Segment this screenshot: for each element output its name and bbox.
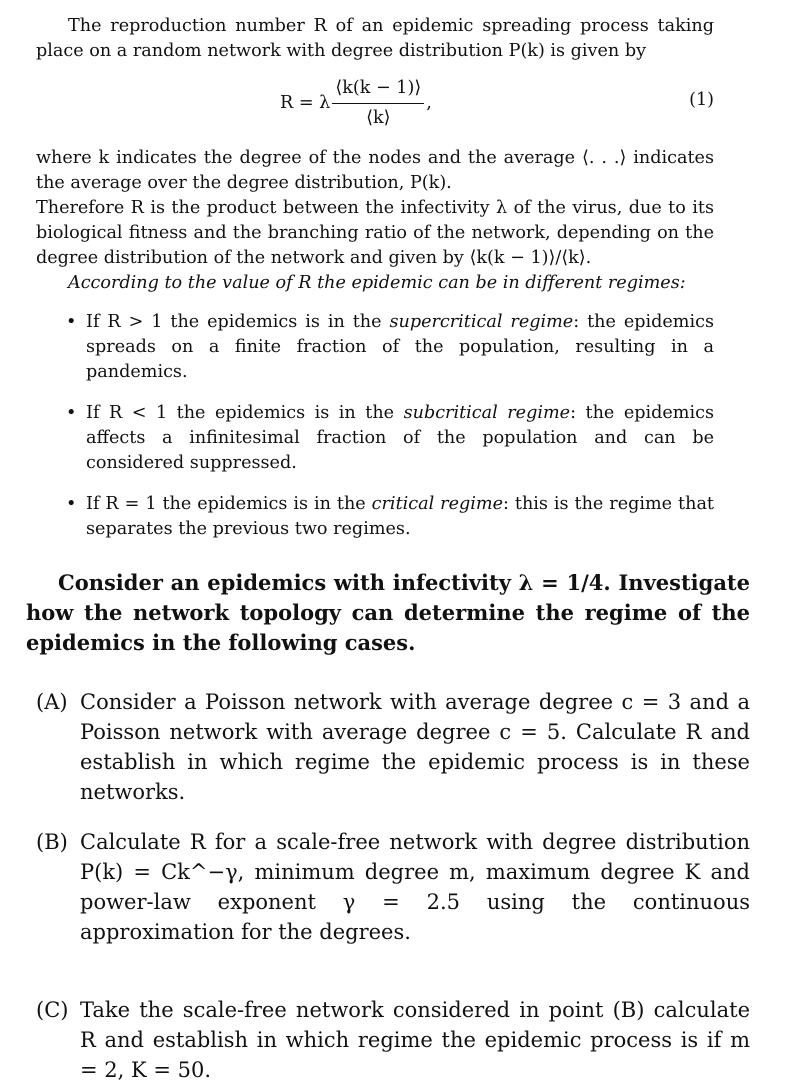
regime-term: subcritical regime xyxy=(403,403,571,423)
intro-paragraph-2: where k indicates the degree of the nodes and the average ⟨. . .⟩ indicates the average over the degree distribution, P(k). xyxy=(36,148,714,193)
question-parts xyxy=(36,687,750,1085)
intro-paragraph-3: Therefore R is the product between the infectivity λ of the virus, due to its biological fitness and the branching ratio of the network, depending on the degree distribution of the network and given by ⟨k(k − 1)⟩/⟨k⟩. xyxy=(36,198,714,268)
part-label: (C) xyxy=(36,998,69,1022)
regime-text-after: : the epidemics affects a infinitesimal fraction of the population and can be considered suppressed. xyxy=(86,403,714,473)
regime-text-before: If R < 1 the epidemics is in the xyxy=(86,403,404,423)
part-c xyxy=(36,995,750,1085)
regime-text-before: If R > 1 the epidemics is in the xyxy=(86,312,390,332)
regime-item-critical xyxy=(36,492,714,542)
regimes-intro: According to the value of R the epidemic can be in different regimes: xyxy=(68,273,686,293)
equation-denominator: ⟨k⟩ xyxy=(366,108,391,128)
bullet-icon: • xyxy=(66,312,77,332)
equation-lhs: R = λ xyxy=(280,93,331,113)
regime-text-after: : the epidemics spreads on a finite fraction of the population, resulting in a pandemics. xyxy=(86,312,714,382)
equation-fraction xyxy=(332,76,424,131)
regime-term: supercritical regime xyxy=(389,312,574,332)
part-label: (B) xyxy=(36,830,68,854)
bullet-icon: • xyxy=(66,403,77,423)
intro-section xyxy=(36,14,714,558)
question-section xyxy=(26,568,750,658)
bullet-icon: • xyxy=(66,494,77,514)
question-statement: Consider an epidemics with infectivity λ = 1/4. Investigate how the network topology can determine the regime of the epidemics in the following cases. xyxy=(26,570,750,655)
equation-number: (1) xyxy=(689,90,714,110)
regimes-list xyxy=(36,310,714,542)
equation-body xyxy=(280,76,432,131)
intro-paragraph-1: The reproduction number R of an epidemic spreading process taking place on a random network with degree distribution P(k) is given by xyxy=(36,16,714,61)
part-text: Consider a Poisson network with average degree c = 3 and a Poisson network with average degree c = 5. Calculate R and establish in which regime the epidemic process is in these networks. xyxy=(80,690,750,804)
regime-item-subcritical xyxy=(36,401,714,476)
part-label: (A) xyxy=(36,690,68,714)
regime-item-supercritical xyxy=(36,310,714,385)
part-text: Calculate R for a scale-free network with degree distribution P(k) = Ck^−γ, minimum degree m, maximum degree K and power-law exponent γ = 2.5 using the continuous approximation for the degrees. xyxy=(80,830,750,944)
part-text: Take the scale-free network considered in point (B) calculate R and establish in which regime the epidemic process is if m = 2, K = 50. xyxy=(80,998,750,1082)
equation-numerator: ⟨k(k − 1)⟩ xyxy=(332,76,424,104)
part-b xyxy=(36,827,750,947)
regime-text-after: : this is the regime that separates the previous two regimes. xyxy=(86,494,715,539)
regime-text-before: If R = 1 the epidemics is in the xyxy=(86,494,372,514)
part-a xyxy=(36,687,750,807)
regime-term: critical regime xyxy=(371,494,503,514)
equation-comma: , xyxy=(426,93,432,113)
equation-1 xyxy=(36,72,714,142)
